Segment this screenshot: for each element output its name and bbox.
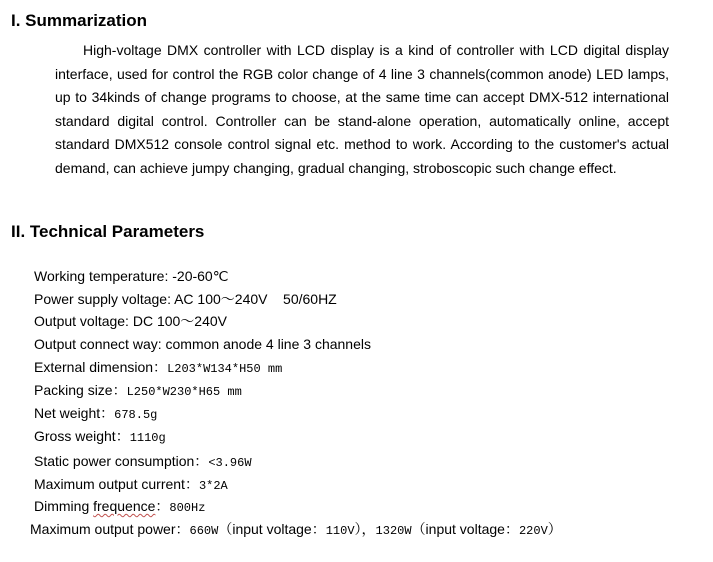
net-weight-label: Net weight： <box>34 405 115 421</box>
input-voltage-value-1: 110V <box>325 524 355 538</box>
param-maximum-output-power <box>30 520 562 540</box>
dimming-label-word: frequence <box>93 498 156 514</box>
param-maximum-output-current <box>34 475 228 495</box>
input-voltage-label-1: （input voltage： <box>218 521 326 537</box>
section-heading-summarization: I. Summarization <box>11 11 148 30</box>
max-output-power-value-1: 660W <box>189 524 219 538</box>
gross-weight-value: 1110g <box>129 431 166 445</box>
output-voltage-text: Output voltage: DC 100～240V <box>34 313 228 329</box>
param-output-connect-way <box>34 335 371 353</box>
max-output-power-separator: ）， <box>354 521 376 537</box>
max-output-current-label: Maximum output current： <box>34 476 199 492</box>
max-output-power-label: Maximum output power： <box>30 521 190 537</box>
param-external-dimension <box>34 358 282 378</box>
param-power-supply-voltage <box>34 290 337 308</box>
power-supply-voltage-text: Power supply voltage: AC 100～240V 50/60HZ <box>34 291 337 307</box>
static-power-value: <3.96W <box>208 456 252 470</box>
summary-paragraph: High-voltage DMX controller with LCD display is a kind of controller with LCD digital display interface, used for control the RGB color change of 4 line 3 channels(common anode) LED lamps, up to 34kinds of change programs to choose, at the same time can accept DMX-512 international standard digital control. Controller can be stand-alone operation, automatically online, accept standard DMX512 console control signal etc. method to work. According to the customer's actual demand, can achieve jumpy changing, gradual changing, stroboscopic such change effect. <box>55 42 669 176</box>
gross-weight-label: Gross weight： <box>34 428 130 444</box>
max-output-power-close: ） <box>547 521 562 537</box>
static-power-label: Static power consumption： <box>34 453 209 469</box>
param-gross-weight <box>34 427 166 447</box>
external-dimension-value: L203*W134*H50 mm <box>167 362 283 376</box>
net-weight-value: 678.5g <box>114 408 158 422</box>
dimming-label-separator: ： <box>155 498 170 514</box>
section-heading-technical-parameters: II. Technical Parameters <box>11 222 205 241</box>
input-voltage-value-2: 220V <box>518 524 548 538</box>
param-static-power-consumption <box>34 452 252 472</box>
param-net-weight <box>34 404 157 424</box>
packing-size-value: L250*W230*H65 mm <box>126 385 242 399</box>
param-working-temperature <box>34 267 228 285</box>
output-connect-way-text: Output connect way: common anode 4 line 3 channels <box>34 336 371 352</box>
dimming-label-prefix: Dimming <box>34 498 94 514</box>
param-packing-size <box>34 381 242 401</box>
input-voltage-label-2: （input voltage： <box>411 521 519 537</box>
max-output-current-value: 3*2A <box>198 479 228 493</box>
working-temperature-text: Working temperature: -20-60℃ <box>34 268 229 284</box>
param-dimming-frequence <box>34 497 205 517</box>
external-dimension-label: External dimension： <box>34 359 168 375</box>
packing-size-label: Packing size： <box>34 382 127 398</box>
dimming-value: 800Hz <box>169 501 206 515</box>
param-output-voltage <box>34 312 227 330</box>
max-output-power-value-2: 1320W <box>375 524 412 538</box>
